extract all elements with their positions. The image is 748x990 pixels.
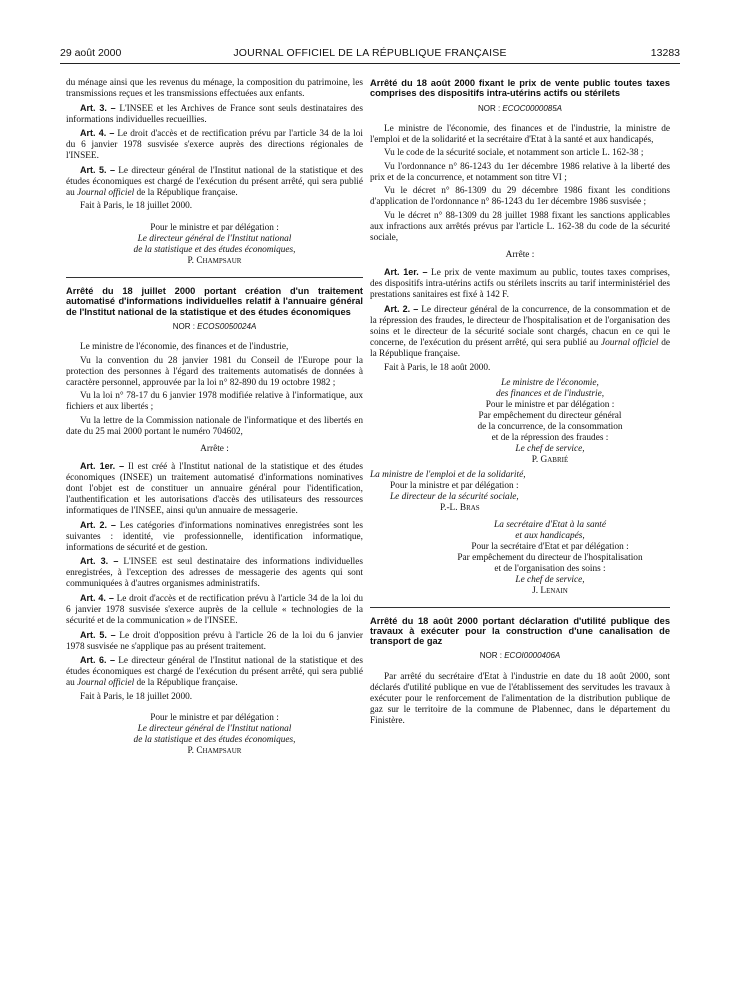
paragraph: du ménage ainsi que les revenus du ménage, la composition du patrimoine, les transmissions reçues et les transmissions effectuées aux enfants. (66, 78, 363, 100)
signature-delegation: Pour le ministre et par délégation : (150, 223, 279, 234)
article-label: Art. 4. – (80, 592, 114, 603)
article-text: Le directeur général de la concurrence, de la consommation et de la répression des fraudes, le directeur de l'hospitalisation et de l'organisation des soins et le directeur de la sécurité sociale sont chargés, chacun en ce qui le concerne, de l'exécution du présent arrêté, qui sera publié au (370, 304, 671, 348)
article-text: Le droit d'accès et de rectification prévu par l'article 34 de la loi du 6 janvier 1978 susvisée s'exerce auprès des directions régionales de l'INSEE. (66, 129, 363, 162)
page-header (60, 47, 680, 61)
signature-delegation: et de la répression des fraudes : (491, 432, 609, 443)
nor-code: ECOC0000085A (502, 103, 563, 113)
signature-delegation: Pour la ministre et par délégation : (390, 480, 519, 491)
signatory-title: de la statistique et des études économiques, (133, 735, 296, 746)
signature-delegation: de la concurrence, de la consommation (477, 421, 623, 432)
signatory-title: de la statistique et des études économiques, (133, 245, 296, 256)
arrete-heading: Arrête : (505, 250, 535, 261)
paragraph: Vu la loi n° 78-17 du 6 janvier 1978 modifiée relative à l'informatique, aux fichiers et aux libertés ; (66, 391, 363, 413)
section-divider (370, 607, 670, 608)
article-label: Art. 1er. – (384, 267, 428, 278)
arrete-heading: Arrête : (200, 443, 229, 454)
paragraph: Vu le code de la sécurité sociale, et notamment son article L. 162-38 ; (384, 148, 644, 159)
nor-label: NOR : (479, 651, 505, 661)
decree-title: Arrêté du 18 juillet 2000 portant création d'un traitement automatisé d'informations individuelles relatif à l'annuaire général de l'Institut national de la statistique et des études économiques (66, 286, 363, 317)
signature-delegation: et de l'organisation des soins : (494, 563, 606, 574)
article (66, 556, 363, 590)
paragraph: Vu la convention du 28 janvier 1981 du Conseil de l'Europe pour la protection des personnes à l'égard des traitements automatisés de données à caractère personnel, approuvée par la loi n° 82-890 du 19 octobre 1982 ; (66, 355, 363, 388)
header-date: 29 août 2000 (60, 47, 122, 59)
signatory-title: Le chef de service, (515, 574, 585, 585)
article-label: Art. 5. – (80, 629, 116, 640)
nor-label: NOR : (172, 321, 198, 331)
signatory-name: P.-L. Bras (440, 502, 480, 513)
article-label: Art. 5. – (80, 164, 115, 175)
page-number: 13283 (650, 47, 680, 59)
article (66, 103, 363, 126)
signature-delegation: Par empêchement du directeur général (478, 410, 622, 421)
article-text: Les catégories d'informations nominatives enregistrées sont les suivantes : identité, vie professionnelle, identification informatique, informations de sécurité et de gestion. (66, 520, 363, 553)
nor-code: ECOS0050024A (197, 321, 257, 331)
signatory-name: J. Lenain (532, 585, 568, 596)
nor-label: NOR : (477, 103, 503, 113)
journal-officiel: Journal officiel (77, 678, 135, 689)
decree-title: Arrêté du 18 août 2000 portant déclaration d'utilité publique des travaux à exécuter pour la construction d'une canalisation de transport de gaz (370, 615, 670, 647)
signature-block-economie (370, 378, 670, 466)
article (66, 165, 363, 199)
article-text: de la République française. (134, 187, 238, 198)
signatory-title: Le directeur de la sécurité sociale, (390, 491, 519, 502)
article-text: L'INSEE est seul destinataire des informations individuelles enregistrées, à l'exception des adresses de messagerie des agents qui sont communiquées à d'autres organismes administratifs. (66, 557, 364, 590)
nor-code: ECOI0000406A (504, 651, 561, 661)
signatory-name: P. Champsaur (187, 256, 242, 267)
article-text: de la République française. (134, 678, 238, 689)
signature-delegation: Pour le ministre et par délégation : (485, 399, 615, 410)
article-label: Art. 2. – (80, 519, 116, 530)
signature-block-sante (370, 520, 670, 597)
article (370, 267, 670, 301)
signature-block-emploi (370, 470, 600, 514)
signatory-title: Le chef de service, (515, 443, 585, 454)
article-text: Il est créé à l'Institut national de la statistique et des études économiques (INSEE) un traitement automatisé d'informations nominatives dont l'objet est de constituer un annuaire général pour l'identification, l'authentification et les autorisations d'accès des utilisateurs des ressources informatiques de l'INSEE, ainsi qu'un annuaire de messagerie. (66, 461, 363, 517)
signatory-title: La ministre de l'emploi et de la solidarité, (370, 469, 526, 480)
nor-reference (370, 103, 670, 114)
section-divider (66, 277, 363, 278)
article (370, 304, 670, 360)
signatory-title: Le ministre de l'économie, (501, 377, 599, 388)
article-label: Art. 3. – (80, 102, 116, 113)
signatory-title: et aux handicapés, (515, 530, 585, 541)
journal-title: JOURNAL OFFICIEL DE LA RÉPUBLIQUE FRANÇAISE (233, 47, 507, 59)
article (66, 630, 363, 653)
article (66, 128, 363, 162)
fait-a-paris: Fait à Paris, le 18 août 2000. (384, 362, 491, 373)
paragraph: Vu le décret n° 86-1309 du 29 décembre 1986 fixant les conditions d'application de l'ordonnance n° 86-1243 du 1er décembre 1986 susvisée ; (370, 186, 670, 208)
article-text: Le droit d'accès et de rectification prévu à l'article 34 de la loi du 6 janvier 1978 susvisée s'exerce auprès de la cellule « technologies de la sécurité et de la communication » de l'INSEE. (66, 593, 363, 626)
article-label: Art. 3. – (80, 556, 119, 567)
journal-officiel: Journal officiel (600, 337, 659, 348)
signatory-title: Le directeur général de l'Institut national (137, 234, 292, 245)
fait-a-paris: Fait à Paris, le 18 juillet 2000. (80, 201, 193, 212)
nor-reference (66, 321, 363, 332)
article-label: Art. 4. – (80, 128, 115, 139)
right-column (370, 78, 670, 729)
decree-title: Arrêté du 18 août 2000 fixant le prix de vente public toutes taxes comprises des dispositifs intra-utérins actifs ou stérilets (370, 78, 670, 99)
signatory-name: P. Champsaur (187, 746, 242, 757)
article (66, 655, 363, 689)
article-label: Art. 2. – (384, 303, 419, 314)
paragraph: Par arrêté du secrétaire d'Etat à l'industrie en date du 18 août 2000, sont déclarés d'utilité publique en vue de l'établissement des servitudes les travaux à exécuter pour le renforcement de l'alimentation de la distribution publique de gaz sur le territoire de la commune de Plabennec, dans le département du Finistère. (370, 671, 670, 726)
paragraph: Vu le décret n° 88-1309 du 28 juillet 1988 fixant les sanctions applicables aux infractions aux arrêtés prévus par l'article L. 162-38 du code de la sécurité sociale, (370, 210, 670, 244)
signatory-title: La secrétaire d'Etat à la santé (494, 519, 606, 530)
paragraph: Le ministre de l'économie, des finances et de l'industrie, la ministre de l'emploi et de la solidarité et la secrétaire d'Etat à la santé et aux handicapés, (370, 123, 670, 145)
article-text: Le prix de vente maximum au public, toutes taxes comprises, des dispositifs intra-utérins actifs ou stérilets inscrits au tarif interministériel des prestations sanitaires est fixé à 142 F. (370, 268, 670, 301)
article (66, 520, 363, 554)
left-column (66, 78, 363, 757)
article-text: L'INSEE et les Archives de France sont seuls destinataires des informations individuelles recueillies. (66, 103, 363, 125)
paragraph: Vu l'ordonnance n° 86-1243 du 1er décembre 1986 relative à la liberté des prix et de la concurrence, et notamment son titre VI ; (370, 161, 670, 183)
paragraph: Vu la lettre de la Commission nationale de l'informatique et des libertés en date du 25 mai 2000 portant le numéro 704602, (66, 415, 363, 437)
header-rule (60, 63, 680, 64)
signatory-name: P. Gabrié (531, 454, 569, 465)
signature-delegation: Pour la secrétaire d'Etat et par délégation : (471, 541, 629, 552)
article-text: Le droit d'opposition prévu à l'article 26 de la loi du 6 janvier 1978 susvisée ne s'applique pas au présent traitement. (66, 630, 363, 652)
signatory-title: des finances et de l'industrie, (495, 388, 605, 399)
signatory-title: Le directeur général de l'Institut national (137, 724, 292, 735)
signature-delegation: Par empêchement du directeur de l'hospitalisation (457, 552, 643, 563)
nor-reference (370, 650, 670, 661)
paragraph: Le ministre de l'économie, des finances et de l'industrie, (80, 341, 289, 352)
fait-a-paris: Fait à Paris, le 18 juillet 2000. (80, 691, 193, 702)
signature-delegation: Pour le ministre et par délégation : (150, 713, 279, 724)
article-text: de la République française. (370, 337, 670, 359)
article-text: Le directeur général de l'Institut national de la statistique et des études économiques est chargé de l'exécution du présent arrêté, qui sera publié au (66, 165, 363, 198)
article (66, 593, 363, 627)
journal-officiel: Journal officiel (77, 187, 135, 198)
article-label: Art. 6. – (80, 655, 115, 666)
article (66, 461, 363, 517)
article-text: Le directeur général de l'Institut national de la statistique et des études économiques est chargé de l'exécution du présent arrêté, qui sera publié au (66, 656, 363, 689)
article-label: Art. 1er. – (80, 460, 125, 471)
